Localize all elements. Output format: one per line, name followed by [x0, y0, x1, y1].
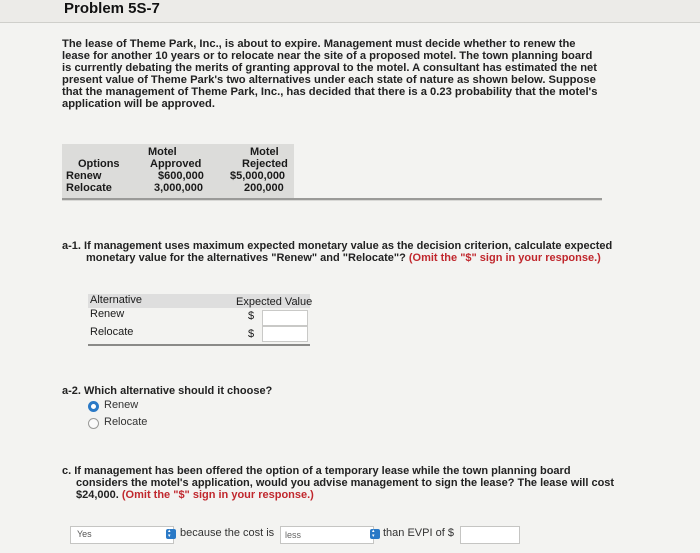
select-arrows-icon[interactable] [166, 529, 176, 539]
radio-relocate[interactable] [88, 418, 99, 429]
question-a1-note: (Omit the "$" sign in your response.) [408, 252, 601, 264]
question-a1-text-line1: If management uses maximum expected monetary value as the decision criterion, calculate expected [84, 240, 613, 252]
evpi-input[interactable] [460, 526, 520, 544]
select-arrows-icon[interactable] [370, 529, 380, 539]
options-header: Options [78, 158, 120, 170]
row-renew-approved: $600,000 [158, 170, 204, 182]
page-title: Problem 5S-7 [64, 0, 160, 17]
options-table [62, 144, 294, 198]
question-c-text-line2: considers the motel's application, would you advise management to sign the lease? The lease will cost [76, 477, 615, 489]
radio-renew[interactable] [88, 401, 99, 412]
question-c-text-line1: If management has been offered the option of a temporary lease while the town planning board [74, 465, 571, 477]
question-c [62, 465, 614, 501]
because-text: because the cost is [180, 527, 275, 539]
question-c-text-line3: $24,000. [76, 489, 119, 501]
radio-renew-label[interactable]: Renew [104, 399, 139, 411]
problem-description: The lease of Theme Park, Inc., is about to expire. Management must decide whether to renew the lease for another 10 years or to relocate near the site of a proposed motel. The town planning board is currently debating the merits of granting approval to the motel. A consultant has estimated the net present value of Theme Park's two alternatives under each state of nature as shown below. Suppose that the management of Theme Park, Inc., has decided that there is a 0.23 probability that the motel's application will be approved. [62, 38, 598, 110]
section-divider-shadow [62, 200, 602, 201]
alt-renew-label: Renew [90, 308, 125, 320]
question-a2 [62, 385, 272, 397]
advise-sign-lease-value: Yes [77, 529, 92, 539]
relocate-expected-value-input[interactable] [262, 326, 308, 342]
col-motel-rejected-header-1: Motel [250, 146, 279, 158]
table-bottom-border [88, 344, 310, 346]
cost-comparison-value: less [285, 530, 302, 540]
question-a1-text-line2: monetary value for the alternatives "Renew" and "Relocate"? [86, 252, 406, 264]
question-a1-label: a-1. [62, 240, 81, 252]
row-relocate-rejected: 200,000 [244, 182, 284, 194]
currency-sign: $ [248, 310, 255, 322]
question-a1 [62, 240, 612, 264]
question-c-note: (Omit the "$" sign in your response.) [121, 489, 314, 501]
question-a2-label: a-2. [62, 385, 81, 397]
alt-relocate-label: Relocate [90, 326, 134, 338]
col-motel-approved-header-2: Approved [150, 158, 202, 170]
col-alternative-header: Alternative [90, 294, 142, 306]
question-a2-text: Which alternative should it choose? [84, 385, 273, 397]
expected-value-table [88, 294, 313, 346]
row-relocate-approved: 3,000,000 [154, 182, 203, 194]
row-relocate-label: Relocate [66, 182, 112, 194]
row-renew-rejected: $5,000,000 [230, 170, 286, 182]
question-c-label: c. [62, 465, 72, 477]
col-motel-approved-header-1: Motel [148, 146, 177, 158]
currency-sign: $ [248, 328, 255, 340]
col-expected-value-header: Expected Value [236, 296, 313, 308]
cost-comparison-select[interactable] [280, 526, 374, 544]
advise-sign-lease-select[interactable] [70, 526, 174, 544]
renew-expected-value-input[interactable] [262, 310, 308, 326]
than-evpi-text: than EVPI of $ [383, 527, 454, 539]
col-motel-rejected-header-2: Rejected [242, 158, 288, 170]
row-renew-label: Renew [66, 170, 102, 182]
radio-relocate-label[interactable]: Relocate [104, 416, 148, 428]
